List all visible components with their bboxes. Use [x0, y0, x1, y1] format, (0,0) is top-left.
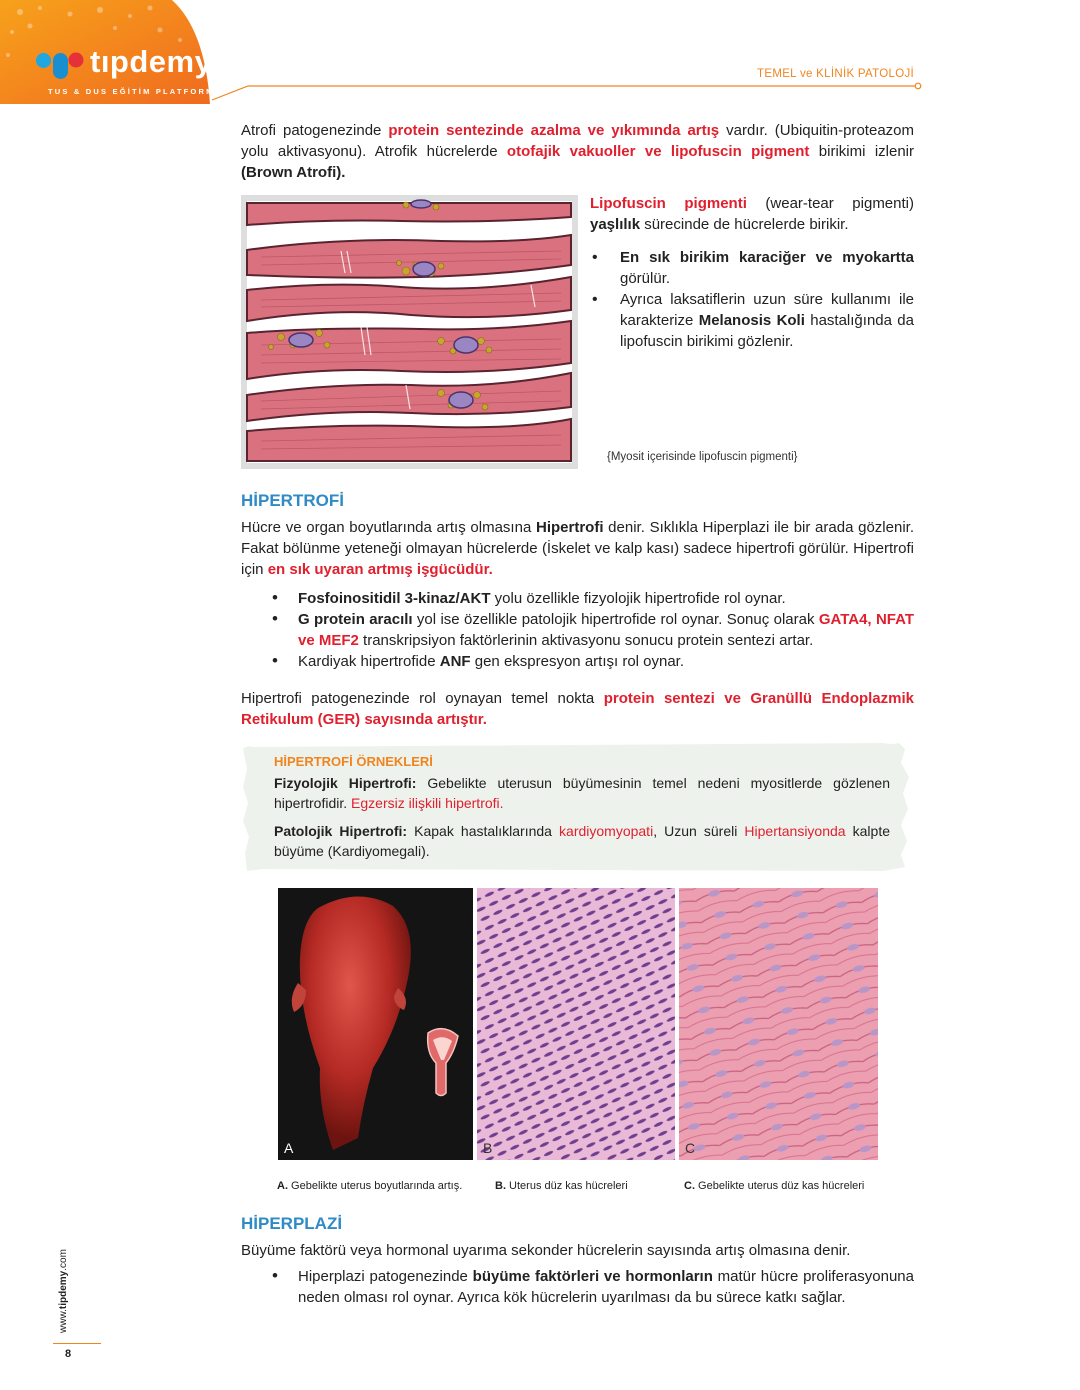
- hipertrofi-heading: HİPERTROFİ: [241, 491, 344, 510]
- hipertrofi-paragraph: Hücre ve organ boyutlarında artış olmasına Hipertrofi denir. Sıklıkla Hiperplazi ile bir arada gözlenir. Fakat bölünme yeteneği olmayan hücrelerde (İskelet ve kalp kası) sadece hipertrofi görülür. Hipertrofi için en sık uyaran artmış işgücüdür.: [241, 519, 914, 578]
- site-url: www.tipdemy.com: [58, 1249, 69, 1333]
- hiperplazi-heading: HİPERPLAZİ: [241, 1214, 343, 1233]
- header-rule: [0, 0, 1080, 110]
- list-item: • G protein aracılı yol ise özellikle patolojik hipertrofide rol oynar. Sonuç olarak GATA4, NFAT ve MEF2 transkripsiyon faktörlerinin aktivasyonu sonucu protein sentezi artar.: [270, 609, 914, 651]
- brand-tagline: TUS & DUS EĞİTİM PLATFORMU: [48, 87, 223, 96]
- examples-box: [274, 752, 890, 861]
- uterus-hypertrophy-figure: [278, 888, 878, 1160]
- lipofuscin-caption: {Myosit içerisinde lipofuscin pigmenti}: [607, 451, 798, 463]
- brand-name: tıpdemy: [90, 44, 213, 79]
- figure-label-b: B: [483, 1140, 493, 1156]
- lipofuscin-text: Lipofuscin pigmenti (wear-tear pigmenti) yaşlılık sürecinde de hücrelerde birikir. • En sık birikim karaciğer ve myokartta görülür. • Ayrıca laksatiflerin uzun süre kullanımı ile karakterize Melanosis Koli hastalığında da lipofuscin birikimi gözlenir.: [590, 193, 914, 352]
- list-item: • Fosfoinositidil 3-kinaz/AKT yolu özellikle fizyolojik hipertrofide rol oynar.: [270, 588, 914, 609]
- caption-c: C. Gebelikte uterus düz kas hücreleri: [684, 1180, 865, 1192]
- figure-label-c: C: [685, 1140, 696, 1156]
- lipofuscin-myocyte-illustration: [241, 195, 578, 469]
- hiperplazi-paragraph: Büyüme faktörü veya hormonal uyarıma sekonder hücrelerin sayısında artış olmasına denir.: [241, 1242, 851, 1259]
- pathological-example: Patolojik Hipertrofi: Kapak hastalıklarında kardiyomyopati, Uzun süreli Hipertansiyonda kalpte büyüme (Kardiyomegali).: [274, 823, 890, 859]
- hipertrofi-list: [270, 588, 914, 672]
- caption-b: B. Uterus düz kas hücreleri: [495, 1180, 628, 1192]
- lipofuscin-bullet-1: • En sık birikim karaciğer ve myokartta görülür.: [590, 247, 914, 289]
- footer-rule: [53, 1343, 101, 1344]
- list-item: • Hiperplazi patogenezinde büyüme faktörleri ve hormonların matür hücre proliferasyonuna neden olması rol oynar. Ayrıca kök hücrelerin uyarılması da bu sürece katkı sağlar.: [270, 1266, 914, 1308]
- physiological-example: Fizyolojik Hipertrofi: Gebelikte uterusun büyümesinin temel nedeni myositlerde gözlenen hipertrofidir. Egzersiz ilişkili hipertrofi.: [274, 775, 890, 811]
- list-item: • Kardiyak hipertrofide ANF gen ekspresyon artışı rol oynar.: [270, 651, 914, 672]
- hipertrofi-paragraph-2: Hipertrofi patogenezinde rol oynayan temel nokta protein sentezi ve Granüllü Endoplazmik Retikulum (GER) sayısında artıştır.: [241, 690, 914, 728]
- lipofuscin-bullet-2: • Ayrıca laksatiflerin uzun süre kullanımı ile karakterize Melanosis Koli hastalığında da lipofuscin birikimi gözlenir.: [590, 289, 914, 352]
- book-title: TEMEL ve KLİNİK PATOLOJİ: [757, 68, 914, 80]
- caption-a: A. Gebelikte uterus boyutlarında artış.: [277, 1180, 463, 1192]
- examples-title: HİPERTROFİ ÖRNEKLERİ: [274, 754, 433, 769]
- hiperplazi-list: [270, 1266, 914, 1308]
- atrofi-paragraph: Atrofi patogenezinde protein sentezinde azalma ve yıkımında artış vardır. (Ubiquitin-proteazom yolu aktivasyonu). Atrofik hücrelerde otofajik vakuoller ve lipofuscin pigment birikimi izlenir (Brown Atrofi).: [241, 122, 915, 181]
- page-number: 8: [65, 1348, 72, 1360]
- figure-label-a: A: [284, 1140, 294, 1156]
